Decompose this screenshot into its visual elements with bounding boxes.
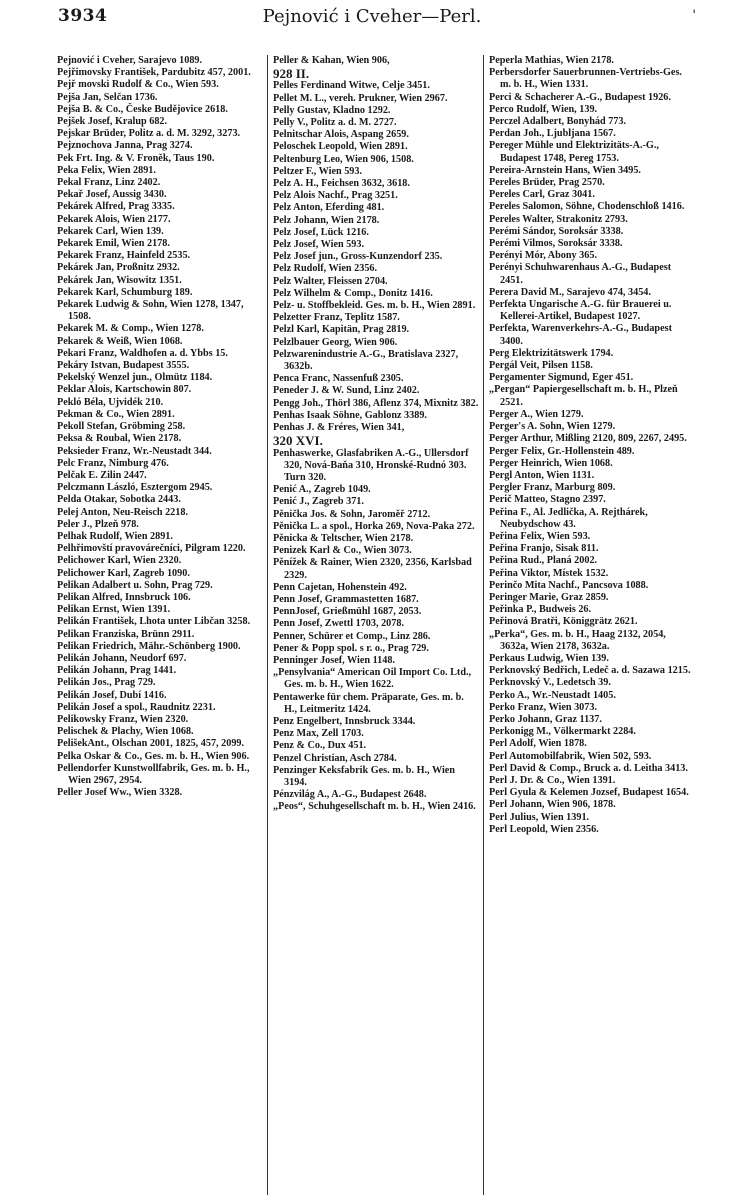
directory-entry: Penz Max, Zell 1703. [273,728,364,740]
directory-entry: Peneder J. & W. Sund, Linz 2402. [273,385,420,397]
directory-entry: Pelz Anton, Eferding 481. [273,202,385,214]
directory-entry: Pěnížek & Rainer, Wien 2320, 2356, Karlsbad 2329. [273,557,472,581]
directory-entry: Peka Felix, Wien 2891. [57,164,156,176]
directory-entry: Pelikán Josef a spol., Raudnitz 2231. [57,701,216,713]
directory-entry: Pereger Mühle und Elektrizitäts-A.-G., Budapest 1748, Pereg 1753. [489,140,659,164]
column-1 [57,55,263,1195]
directory-entry: Pelz Wilhelm & Comp., Donitz 1416. [273,287,433,299]
directory-entry: Pénzvilág A., A.-G., Budapest 2648. [273,789,427,801]
directory-entry: Perdan Joh., Ljubljana 1567. [489,128,616,140]
directory-entry: Pekarek & Weiß, Wien 1068. [57,335,183,347]
directory-entry: Pelz Alois Nachf., Prag 3251. [273,190,398,202]
directory-entry: Perger A., Wien 1279. [489,408,584,420]
directory-entry: Peklar Alois, Kartschowin 807. [57,384,192,396]
directory-entry: Pelz Josef, Wien 593. [273,239,365,251]
directory-entry: Perknovský Bedřich, Ledeč a. d. Sazawa 1215. [489,665,691,677]
directory-entry: Pekarek Karl, Schumburg 189. [57,286,193,298]
directory-entry: Perfekta, Warenverkehrs-A.-G., Budapest 3400. [489,323,672,347]
directory-entry: Pener & Popp spol. s r. o., Prag 729. [273,642,429,654]
directory-entry: Perl Johann, Wien 906, 1878. [489,799,616,811]
directory-entry: Pelles Ferdinand Witwe, Celje 3451. [273,80,430,92]
directory-entry: Pelikan Friedrich, Mähr.-Schönberg 1900. [57,640,241,652]
directory-entry: Pekarek Carl, Wien 139. [57,225,164,237]
directory-entry: Pekárek Jan, Proßnitz 2932. [57,262,180,274]
directory-entry: PennJosef, Grießmühl 1687, 2053. [273,606,422,618]
directory-entry: Pelczmann László, Esztergom 2945. [57,482,213,494]
directory-entry: Pelikowsky Franz, Wien 2320. [57,713,189,725]
directory-entry: Pelka Oskar & Co., Ges. m. b. H., Wien 906. [57,750,250,762]
directory-entry: Pelzl Karl, Kapitän, Prag 2819. [273,324,410,336]
directory-entry: Penz & Co., Dux 451. [273,740,367,752]
directory-entry: Pelly Gustav, Kladno 1292. [273,104,391,116]
directory-entry: 320 XVI. [273,433,323,449]
directory-entry: Perl Gyula & Kelemen Jozsef, Budapest 1654. [489,787,689,799]
directory-entry: Pejša B. & Co., Česke Budějovice 2618. [57,103,228,115]
directory-entry: Pereles Walter, Strakonitz 2793. [489,213,628,225]
directory-entry: Penninger Josef, Wien 1148. [273,654,395,666]
directory-entry: Pekárek Alfred, Prag 3335. [57,201,175,213]
directory-entry: Pelikan Alfred, Innsbruck 106. [57,591,191,603]
directory-entry: Peltenburg Leo, Wien 906, 1508. [273,153,414,165]
directory-entry: Pelnitschar Alois, Aspang 2659. [273,129,409,141]
directory-entry: Penizek Karl & Co., Wien 3073. [273,545,412,557]
directory-entry: Peřina Felix, Wien 593. [489,530,591,542]
directory-entry: Pekman & Co., Wien 2891. [57,408,175,420]
directory-entry: Pelikan Adalbert u. Sohn, Prag 729. [57,579,213,591]
directory-entry: Peksieder Franz, Wr.-Neustadt 344. [57,445,212,457]
directory-entry: Perkonigg M., Völkermarkt 2284. [489,726,636,738]
directory-entry: Pereles Brüder, Prag 2570. [489,177,605,189]
page-header [0,4,744,32]
directory-entry: 928 II. [273,66,310,82]
directory-entry: Penn Josef, Zwettl 1703, 2078. [273,618,405,630]
directory-entry: Peřina Franjo, Sisak 811. [489,543,599,555]
directory-entry: Pelikán Johann, Prag 1441. [57,665,177,677]
directory-entry: Pěnička L. a spol., Horka 269, Nova-Paka 272. [273,520,475,532]
directory-entry: Perko Franz, Wien 3073. [489,701,597,713]
directory-entry: Pelikán Jos., Prag 729. [57,677,156,689]
directory-entry: Penić A., Zagreb 1049. [273,484,371,496]
directory-entry: „Peos“, Schuhgesellschaft m. b. H., Wien 2416. [273,801,476,813]
directory-entry: Peler J., Plzeň 978. [57,518,139,530]
directory-entry: Pengg Joh., Thörl 386, Aflenz 374, Mixnitz 382. [273,397,479,409]
directory-entry: Pelz Rudolf, Wien 2356. [273,263,378,275]
directory-entry: Pelhřimovští pravovárečníci, Pilgram 1220. [57,543,246,555]
directory-entry: Perci & Schacherer A.-G., Budapest 1926. [489,91,671,103]
directory-entry: Pellendorfer Kunstwollfabrik, Ges. m. b. H., Wien 2967, 2954. [57,762,250,786]
directory-entry: Perkaus Ludwig, Wien 139. [489,652,609,664]
directory-entry: Penz Engelbert, Innsbruck 3344. [273,715,416,727]
directory-entry: Perger Heinrich, Wien 1068. [489,457,613,469]
directory-entry: Pelikán Johann, Neudorf 697. [57,652,187,664]
directory-entry: Pelischek & Plachy, Wien 1068. [57,726,194,738]
directory-entry: Peloschek Leopold, Wien 2891. [273,141,408,153]
directory-entry: Penić J., Zagreb 371. [273,496,364,508]
directory-entry: Perémi Sándor, Soroksár 3338. [489,225,624,237]
directory-entry: Penzel Christian, Asch 2784. [273,752,397,764]
directory-entry: Peltzer F., Wien 593. [273,165,363,177]
directory-entry: Perger's A. Sohn, Wien 1279. [489,421,616,433]
directory-entry: Pejšek Josef, Kralup 682. [57,116,168,128]
directory-entry: Perl Leopold, Wien 2356. [489,823,599,835]
directory-entry: Pelzetter Franz, Teplitz 1587. [273,312,400,324]
directory-entry: Pek Frt. Ing. & V. Froněk, Taus 190. [57,152,215,164]
directory-entry: Pejznochova Janna, Prag 3274. [57,140,193,152]
directory-entry: Pěnička Jos. & Sohn, Jaroměř 2712. [273,508,431,520]
directory-entry: Pergler Franz, Marburg 809. [489,482,616,494]
column-divider [267,55,268,1195]
directory-entry: Pelzwarenindustrie A.-G., Bratislava 2327, 3632b. [273,348,459,373]
directory-entry: Pelikán Josef, Dubí 1416. [57,689,167,701]
directory-entry: Pejř movski Rudolf & Co., Wien 593. [57,79,219,91]
directory-entry: Perko A., Wr.-Neustadt 1405. [489,689,616,701]
page-number: 3934 [58,6,108,26]
directory-entry: Perbersdorfer Sauerbrunnen-Vertriebs-Ges. m. b. H., Wien 1331. [489,67,682,91]
directory-entry: Perényi Mór, Abony 365. [489,250,598,262]
directory-entry: Penzinger Keksfabrik Ges. m. b. H., Wien 3194. [273,764,455,788]
directory-entry: Pejša Jan, Selčan 1736. [57,91,158,103]
directory-entry: „Perka“, Ges. m. b. H., Haag 2132, 2054, 3632a, Wien 2178, 3632a. [489,628,666,652]
directory-entry: Pejřimovsky František, Pardubitz 457, 2001. [57,67,251,79]
directory-columns [57,55,700,1195]
directory-entry: Pelz- u. Stoffbekleid. Ges. m. b. H., Wien 2891. [273,300,476,312]
directory-entry: Pěnicka & Teltscher, Wien 2178. [273,532,414,544]
directory-entry: Pereles Carl, Graz 3041. [489,189,595,201]
directory-entry: Pekelský Wenzel jun., Olmütz 1184. [57,372,213,384]
directory-entry: Pelichower Karl, Wien 2320. [57,555,182,567]
directory-entry: Perczel Adalbert, Bonyhád 773. [489,116,627,128]
directory-entry: Penhaswerke, Glasfabriken A.-G., Ullersdorf 320, Nová-Baňa 310, Hronské-Rudnó 303. Turn 320. [273,447,469,483]
directory-entry: Pelc Franz, Nimburg 476. [57,457,169,469]
directory-entry: Peringer Marie, Graz 2859. [489,591,609,603]
directory-entry: Perg Elektrizitätswerk 1794. [489,347,614,359]
directory-entry: Peřinová Bratři, Königgrätz 2621. [489,616,638,628]
directory-entry: Pelikan Ernst, Wien 1391. [57,604,171,616]
corner-mark: ' [692,8,696,23]
directory-entry: Perger Arthur, Mißling 2120, 809, 2267, 2495. [489,433,687,445]
directory-entry: Pekló Béla, Ujvidék 210. [57,396,164,408]
directory-entry: Perera David M., Sarajevo 474, 3454. [489,286,651,298]
directory-entry: Penn Josef, Grammastetten 1687. [273,593,419,605]
directory-entry: „Pensylvania“ American Oil Import Co. Ltd., Ges. m. b. H., Wien 1622. [273,667,472,691]
directory-entry: Pereira-Arnstein Hans, Wien 3495. [489,164,641,176]
directory-entry: Pekárek Jan, Wisowitz 1351. [57,274,182,286]
directory-entry: Perl Julius, Wien 1391. [489,811,590,823]
directory-entry: Pelčak E. Zilin 2447. [57,469,147,481]
directory-entry: Perl David & Comp., Bruck a. d. Leitha 3413. [489,762,688,774]
column-2 [273,55,479,1195]
column-divider [483,55,484,1195]
directory-entry: Pelichower Karl, Zagreb 1090. [57,567,190,579]
directory-entry: Perinčo Mita Nachf., Pancsova 1088. [489,579,649,591]
directory-entry: Peřina F., Al. Jedlička, A. Rejthárek, Neubydschow 43. [489,506,648,530]
directory-entry: Pelda Otakar, Sobotka 2443. [57,494,181,506]
directory-entry: Perič Matteo, Stagno 2397. [489,494,606,506]
directory-entry: Pentawerke für chem. Präparate, Ges. m. b. H., Leitmeritz 1424. [273,691,464,715]
directory-entry: Peller Josef Ww., Wien 3328. [57,787,183,799]
directory-entry: Pekař Josef, Aussig 3430. [57,189,167,201]
directory-entry: Pelz Josef jun., Gross-Kunzendorf 235. [273,251,443,263]
directory-entry: Penn Cajetan, Hohenstein 492. [273,581,407,593]
directory-entry: Pekarek Emil, Wien 2178. [57,238,170,250]
directory-entry: Pekáry Istvan, Budapest 3555. [57,360,190,372]
directory-entry: Pellet M. L., vereh. Prukner, Wien 2967. [273,92,448,104]
directory-entry: Pelz Johann, Wien 2178. [273,214,380,226]
directory-entry: Pejnović i Cveher, Sarajevo 1089. [57,55,203,66]
directory-entry: Pekari Franz, Waldhofen a. d. Ybbs 15. [57,347,228,359]
directory-entry: Perényi Schuhwarenhaus A.-G., Budapest 2451. [489,262,672,286]
directory-entry: Perl J. Dr. & Co., Wien 1391. [489,774,616,786]
directory-entry: Peperla Mathias, Wien 2178. [489,55,614,66]
directory-entry: Pekoll Stefan, Gröbming 258. [57,421,186,433]
directory-entry: Pelzlbauer Georg, Wien 906. [273,336,398,348]
directory-entry: Pergl Anton, Wien 1131. [489,469,595,481]
directory-entry: Perco Rudolf, Wien, 139. [489,103,598,115]
column-3 [489,55,695,1195]
directory-entry: Pelhak Rudolf, Wien 2891. [57,530,173,542]
directory-entry: Pekarek Ludwig & Sohn, Wien 1278, 1347, 1508. [57,299,244,323]
directory-entry: Peřinka P., Budweis 26. [489,604,592,616]
directory-entry: Penhas J. & Fréres, Wien 341, [273,422,405,434]
directory-entry: Perl Automobilfabrik, Wien 502, 593. [489,750,652,762]
directory-entry: Pejskar Brüder, Politz a. d. M. 3292, 3273. [57,128,241,140]
directory-entry: Pekarek Franz, Hainfeld 2535. [57,250,191,262]
directory-entry: Penca Franc, Nassenfuß 2305. [273,373,404,385]
directory-entry: Pergál Veit, Pilsen 1158. [489,360,593,372]
directory-entry: Pekal Franz, Linz 2402. [57,177,161,189]
directory-entry: Peřina Viktor, Místek 1532. [489,567,609,579]
directory-entry: Penhas Isaak Söhne, Gablonz 3389. [273,409,427,421]
directory-entry: Pekarek Alois, Wien 2177. [57,213,171,225]
directory-entry: Perko Johann, Graz 1137. [489,713,602,725]
directory-entry: Peksa & Roubal, Wien 2178. [57,433,182,445]
directory-entry: Pelz A. H., Feichsen 3632, 3618. [273,178,410,190]
directory-entry: Pelz Walter, Fleissen 2704. [273,275,388,287]
directory-entry: Perémi Vilmos, Soroksár 3338. [489,238,623,250]
directory-entry: Peller & Kahan, Wien 906, [273,55,390,66]
directory-entry: Peřina Rud., Planá 2002. [489,555,598,567]
directory-entry: Pergamenter Sigmund, Eger 451. [489,372,634,384]
directory-entry: Perknovský V., Ledetsch 39. [489,677,611,689]
directory-entry: Perl Adolf, Wien 1878. [489,738,587,750]
directory-entry: Pelikan Franziska, Brünn 2911. [57,628,195,640]
directory-entry: PelišekAnt., Olschan 2001, 1825, 457, 2099. [57,738,245,750]
directory-entry: Pereles Salomon, Söhne, Chodenschloß 1416. [489,201,685,213]
directory-entry: Pelz Josef, Lück 1216. [273,226,369,238]
directory-entry: Perger Felix, Gr.-Hollenstein 489. [489,445,635,457]
directory-entry: Penner, Schürer et Comp., Linz 286. [273,630,431,642]
page-title: Pejnović i Cveher—Perl. [262,6,482,27]
directory-entry: Pekarek M. & Comp., Wien 1278. [57,323,204,335]
directory-entry: Pelikán František, Lhota unter Libčan 3258. [57,616,251,628]
directory-entry: Perfekta Ungarische A.-G. für Brauerei u. Kellerei-Artikel, Budapest 1027. [489,299,672,323]
directory-entry: Pelej Anton, Neu-Reisch 2218. [57,506,189,518]
directory-entry: „Pergan“ Papiergesellschaft m. b. H., Plzeň 2521. [489,384,678,408]
directory-entry: Pelly V., Politz a. d. M. 2727. [273,117,397,129]
